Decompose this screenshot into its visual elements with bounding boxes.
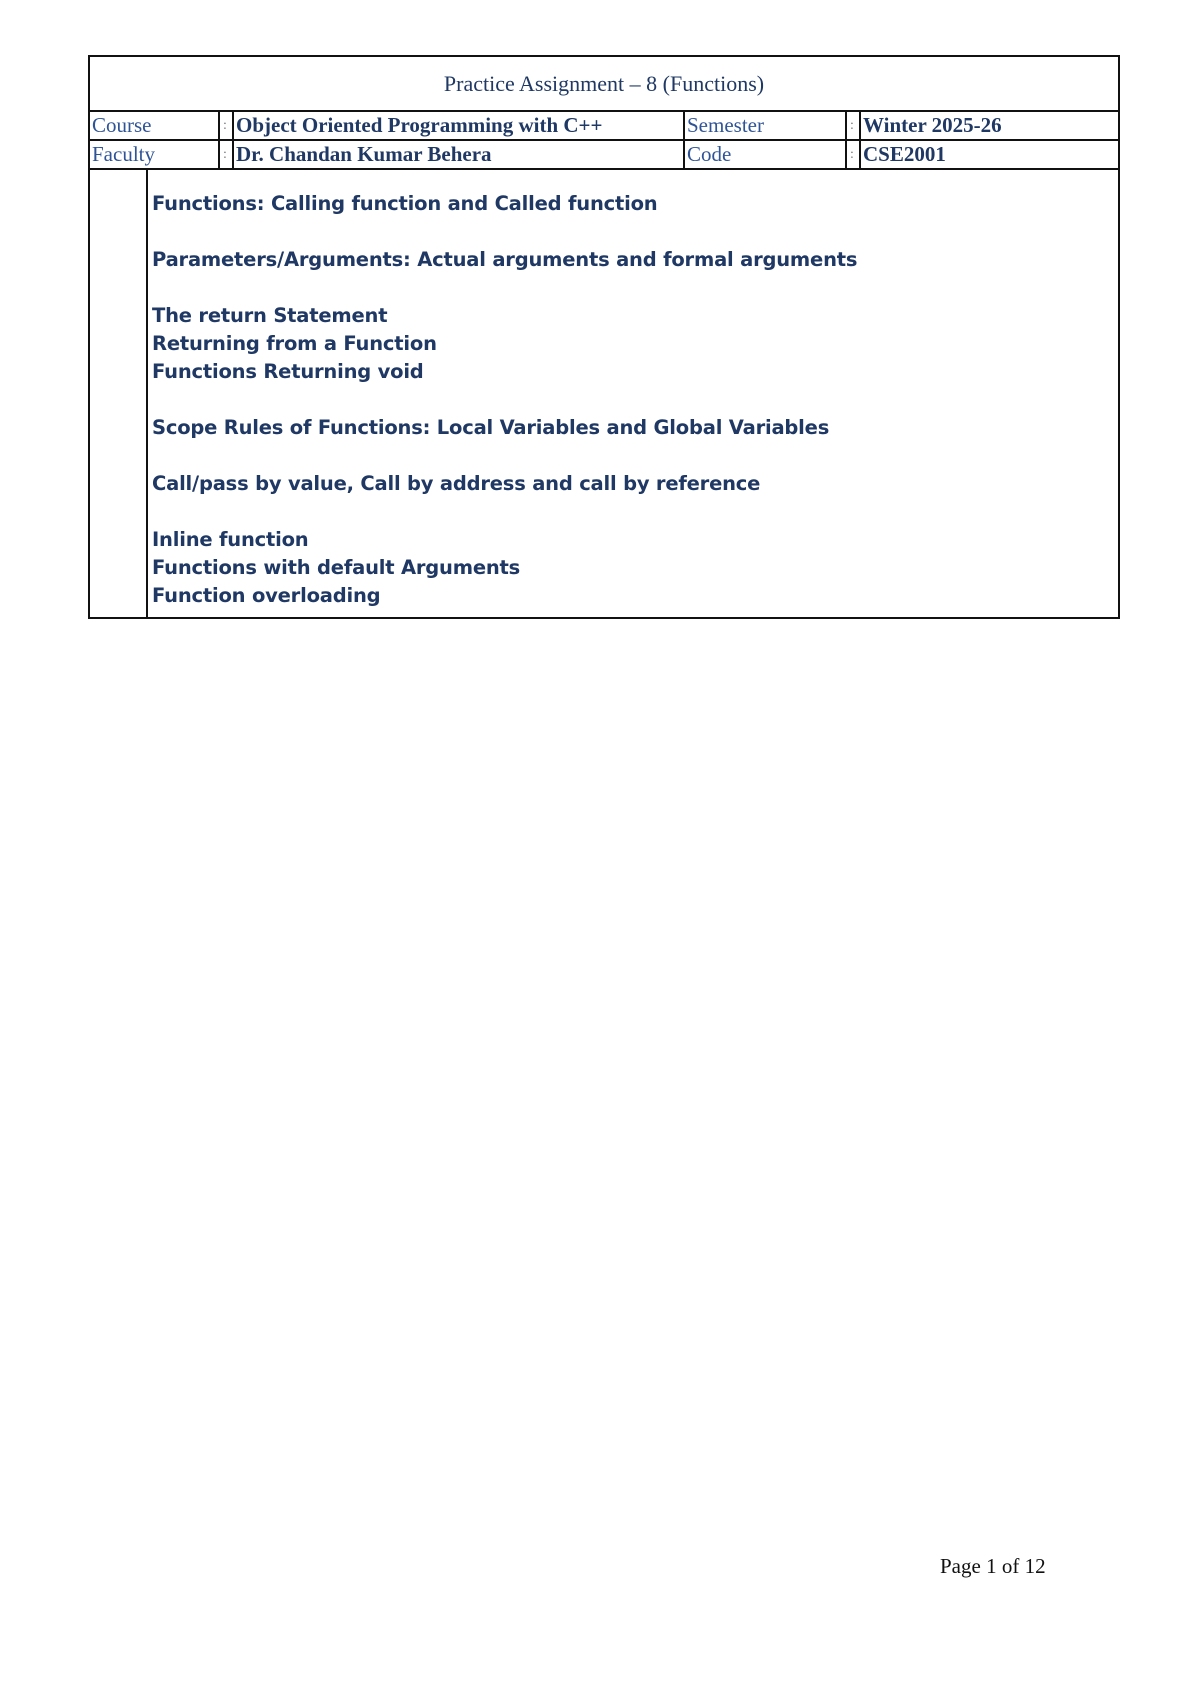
- faculty-colon: :: [220, 141, 234, 168]
- assignment-title: Practice Assignment – 8 (Functions): [90, 57, 1118, 112]
- course-value: Object Oriented Programming with C++: [234, 112, 685, 139]
- course-label: Course: [90, 112, 220, 139]
- semester-colon: :: [847, 112, 861, 139]
- topics-list: [148, 170, 1118, 617]
- topic-item: Functions Returning void: [152, 360, 424, 383]
- code-value: CSE2001: [863, 142, 946, 166]
- topic-item: Returning from a Function: [152, 332, 437, 355]
- topic-item: Functions with default Arguments: [152, 556, 521, 579]
- topics-gutter: [90, 170, 148, 617]
- assignment-header-table: [88, 55, 1120, 619]
- topic-item: Call/pass by value, Call by address and call by reference: [152, 472, 761, 495]
- semester-value: Winter 2025-26: [863, 113, 1002, 137]
- code-label: Code: [685, 141, 847, 168]
- topic-item: The return Statement: [152, 304, 388, 327]
- topic-item: Scope Rules of Functions: Local Variables and Global Variables: [152, 416, 830, 439]
- faculty-value: Dr. Chandan Kumar Behera: [234, 141, 685, 168]
- code-colon: :: [847, 141, 861, 168]
- topics-section: [90, 170, 1118, 617]
- topic-item: Function overloading: [152, 584, 381, 607]
- page-number: Page 1 of 12: [940, 1554, 1046, 1578]
- topic-item: Functions: Calling function and Called function: [152, 192, 658, 215]
- info-row-faculty: [90, 141, 1118, 170]
- faculty-label: Faculty: [90, 141, 220, 168]
- semester-label: Semester: [685, 112, 847, 139]
- course-colon: :: [220, 112, 234, 139]
- topic-item: Inline function: [152, 528, 309, 551]
- info-row-course: [90, 112, 1118, 141]
- topic-item: Parameters/Arguments: Actual arguments and formal arguments: [152, 248, 858, 271]
